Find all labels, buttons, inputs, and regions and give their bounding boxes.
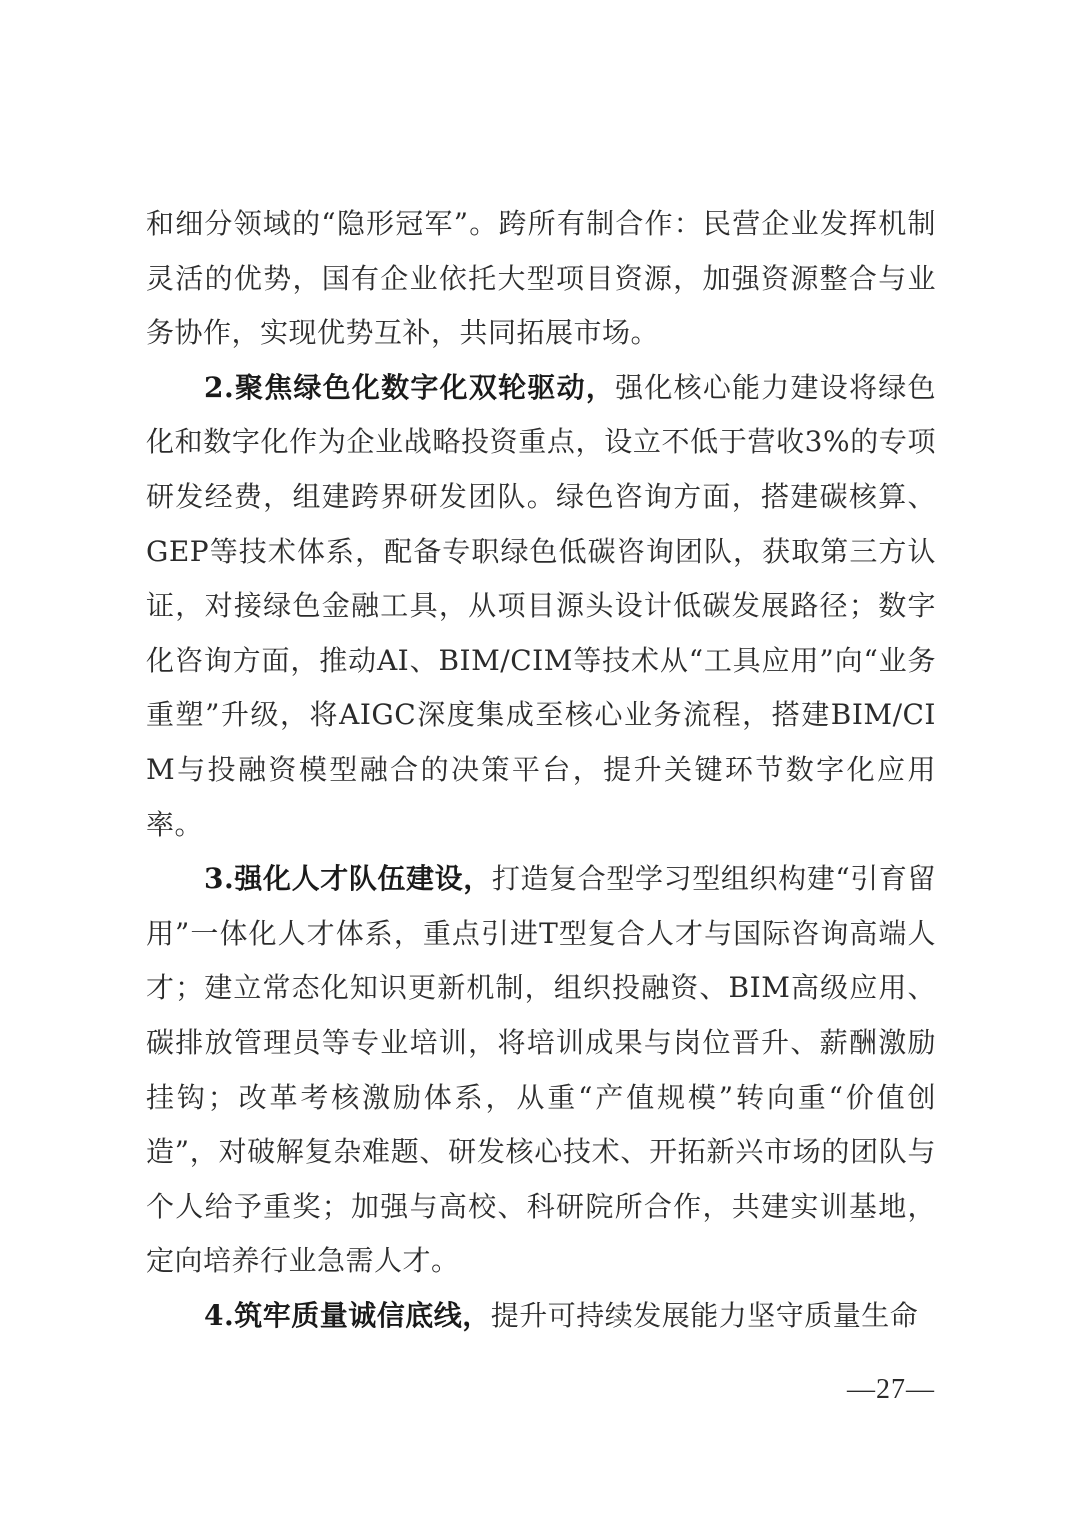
paragraph-3-lead: 3.强化人才队伍建设，: [204, 862, 492, 896]
paragraph-1-text: 和细分领域的“隐形冠军”。跨所有制合作：民营企业发挥机制灵活的优势，国有企业依托大型项目资源，加强资源整合与业务协作，实现优势互补，共同拓展市场。: [146, 207, 936, 350]
paragraph-4-text: 提升可持续发展能力坚守质量生命: [490, 1298, 919, 1332]
document-body: [146, 197, 936, 1343]
paragraph-2: [146, 361, 936, 852]
page-number: —27—: [847, 1374, 935, 1405]
paragraph-4: [146, 1289, 936, 1344]
paragraph-1: [146, 197, 936, 361]
paragraph-4-lead: 4.筑牢质量诚信底线，: [204, 1298, 491, 1332]
paragraph-3: [146, 852, 936, 1289]
paragraph-3-text: 打造复合型学习型组织构建“引育留用”一体化人才体系，重点引进T型复合人才与国际咨询高端人才；建立常态化知识更新机制，组织投融资、BIM高级应用、碳排放管理员等专业培训，将培训成果与岗位晋升、薪酬激励挂钩；改革考核激励体系，从重“产值规模”转向重“价值创造”，对破解复杂难题、研发核心技术、开拓新兴市场的团队与个人给予重奖；加强与高校、科研院所合作，共建实训基地，定向培养行业急需人才。: [146, 862, 937, 1278]
paragraph-2-lead: 2.聚焦绿色化数字化双轮驱动，: [204, 370, 616, 404]
paragraph-2-text: 强化核心能力建设将绿色化和数字化作为企业战略投资重点，设立不低于营收3%的专项研发经费，组建跨界研发团队。绿色咨询方面，搭建碳核算、GEP等技术体系，配备专职绿色低碳咨询团队，获取第三方认证，对接绿色金融工具，从项目源头设计低碳发展路径；数字化咨询方面，推动AI、BIM/CIM等技术从“工具应用”向“业务重塑”升级，将AIGC深度集成至核心业务流程，搭建BIM/CIM与投融资模型融合的决策平台，提升关键环节数字化应用率。: [146, 370, 936, 841]
